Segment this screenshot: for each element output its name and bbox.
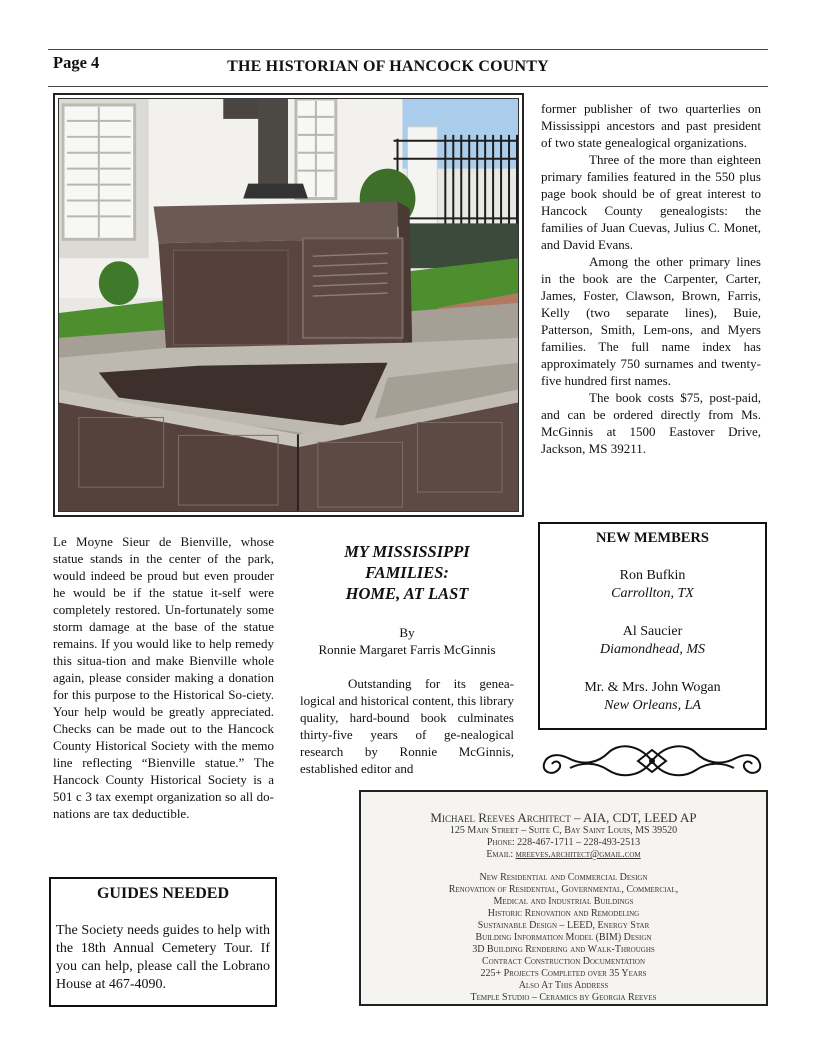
ad-phone: Phone: 228-467-1711 – 228-493-2513	[486, 837, 641, 848]
article-para1-cont: former publisher of two quarterlies on Mississippi ancestors and past president of two state genealogical organizations.	[541, 101, 761, 150]
member-location: New Orleans, LA	[604, 698, 701, 713]
ad-service-item: Medical and Industrial Buildings	[493, 896, 634, 907]
bienville-text: Le Moyne Sieur de Bienville, whose statue stands in the center of the park, would indeed be proud but even prouder he would be if the statue it-self were completely restored. Un-fortunately some storm damage at the base of the statue remains. If you would like to help remedy this situa-tion and make Bienville whole again, please consider making a donation for this purpose to the Historical So-ciety. Your help would be greatly appreciated. Checks can be made out to the Hancock County Historical Society with the memo line reflecting “Bienville statue.” The Hancock County Historical Society is a 501 c 3 tax exempt organization so all do-nations are tax deductible.	[53, 534, 274, 821]
member-entry	[540, 623, 765, 659]
article-author: Ronnie Margaret Farris McGinnis	[318, 642, 496, 657]
ad-service-item: Renovation of Residential, Governmental, Commercial,	[448, 884, 679, 895]
member-location: Diamondhead, MS	[600, 642, 705, 657]
ad-service-item: Historic Renovation and Remodeling	[487, 908, 640, 919]
header-bottom-rule	[48, 86, 768, 87]
architect-advertisement	[359, 790, 768, 1006]
ad-service-item: Contract Construction Documentation	[481, 956, 646, 967]
page-number: Page 4	[53, 53, 100, 72]
article-para1: Outstanding for its genea-logical and historical content, this library quality, hard-bound book culminates thirty-five years of ge-nealogical research by Ronnie McGinnis, established editor and	[300, 676, 514, 776]
article-title-line1: MY MISSISSIPPI	[344, 542, 470, 561]
header-top-rule	[48, 49, 768, 50]
ad-service-item: Building Information Model (BIM) Design	[475, 932, 652, 943]
member-name: Al Saucier	[622, 624, 683, 639]
article-body	[300, 675, 514, 777]
ad-service-item: Temple Studio – Ceramics by Georgia Reeves	[470, 992, 657, 1003]
ad-company: Michael Reeves Architect – AIA, CDT, LEED AP	[430, 810, 697, 825]
article-continuation	[541, 100, 761, 457]
ad-email-label: Email:	[486, 849, 516, 860]
bienville-article	[53, 533, 274, 822]
article-title-line3: HOME, AT LAST	[345, 584, 469, 603]
ad-email-line	[361, 849, 766, 861]
ad-service-item: 3D Building Rendering and Walk-Throughs	[472, 944, 655, 955]
member-entry	[540, 567, 765, 603]
guides-needed-box	[49, 877, 277, 1007]
statue-base-image	[59, 99, 518, 511]
article-header	[302, 541, 512, 658]
ad-services	[361, 872, 766, 1004]
new-members-box	[538, 522, 767, 730]
flourish-ornament	[538, 738, 767, 784]
article-para4: The book costs $75, post-paid, and can be ordered directly from Ms. McGinnis at 1500 Eastover Drive, Jackson, MS 39211.	[541, 390, 761, 456]
member-name: Mr. & Mrs. John Wogan	[584, 680, 721, 695]
newsletter-title: THE HISTORIAN OF HANCOCK COUNTY	[227, 58, 549, 75]
ad-service-item: 225+ Projects Completed over 35 Years	[480, 968, 647, 979]
new-members-heading: NEW MEMBERS	[596, 530, 709, 546]
guides-heading: GUIDES NEEDED	[96, 885, 230, 902]
ad-service-item: New Residential and Commercial Design	[479, 872, 648, 883]
ad-address: 125 Main Street – Suite C, Bay Saint Louis, MS 39520	[449, 825, 678, 836]
member-location: Carrollton, TX	[611, 586, 694, 601]
statue-photo	[53, 93, 524, 517]
article-byline: By	[399, 625, 415, 640]
article-title-line2: FAMILIES:	[365, 563, 449, 582]
article-para2: Three of the more than eighteen primary families featured in the 550 plus page book should be of great interest to Hancock County genealogists: the families of Juan Cuevas, Julius C. Monet, and David Evans.	[541, 152, 761, 252]
ad-service-item: Sustainable Design – LEED, Energy Star	[477, 920, 650, 931]
ad-service-item: Also At This Address	[518, 980, 609, 991]
member-name: Ron Bufkin	[619, 568, 686, 583]
guides-text: The Society needs guides to help with the 18th Annual Cemetery Tour. If you can help, please call the Lobrano House at 467-4090.	[56, 923, 270, 992]
member-entry	[540, 679, 765, 715]
article-para3: Among the other primary lines in the book are the Carpenter, Carter, James, Foster, Clawson, Brown, Farris, Kelly (two separate lines), Buie, Patterson, Smith, Lem-ons, and Myers families. The full name index has approximately 750 surnames and twenty-five hundred first names.	[541, 254, 761, 388]
ad-email-link[interactable]: mreeves.architect@gmail.com	[515, 849, 641, 860]
